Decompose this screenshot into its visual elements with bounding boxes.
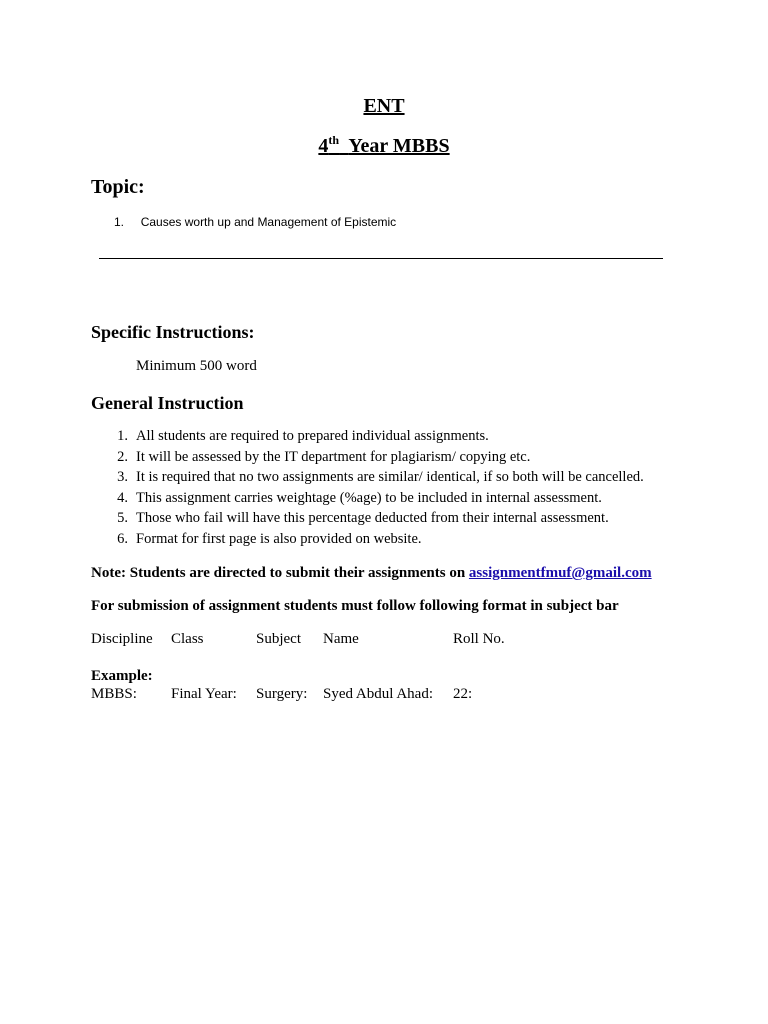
topic-item bbox=[114, 214, 396, 230]
example-class: Final Year: bbox=[171, 686, 237, 702]
document-subject-title bbox=[0, 94, 768, 118]
specific-instructions-text: Minimum 500 word bbox=[136, 358, 257, 374]
email-link[interactable]: assignmentfmuf@gmail.com bbox=[468, 565, 652, 581]
year-number: 4 bbox=[318, 135, 329, 157]
list-item-text: All students are required to prepared individual assignments. bbox=[136, 428, 489, 444]
subject-text: ENT bbox=[363, 95, 405, 117]
list-item-text: This assignment carries weightage (%age) to be included in internal assessment. bbox=[136, 489, 602, 506]
list-item-number: 4. bbox=[117, 489, 128, 506]
list-item-number: 6. bbox=[117, 530, 128, 547]
example-name: Syed Abdul Ahad: bbox=[323, 686, 434, 702]
example-row bbox=[0, 685, 768, 705]
specific-instructions-heading: Specific Instructions: bbox=[91, 322, 255, 342]
topic-item-number: 1. bbox=[114, 215, 125, 229]
list-item-number: 3. bbox=[117, 469, 128, 485]
year-suffix: th bbox=[328, 133, 340, 147]
format-column-name: Name bbox=[323, 631, 359, 647]
list-item-number: 2. bbox=[117, 448, 128, 465]
divider-line bbox=[99, 258, 663, 259]
format-header-row bbox=[0, 630, 768, 650]
format-column-roll-no: Roll No. bbox=[453, 631, 505, 647]
list-item-text: Those who fail will have this percentage deducted from their internal assessment. bbox=[136, 510, 609, 526]
list-item-text: Format for first page is also provided on website. bbox=[136, 530, 422, 547]
general-instruction-heading: General Instruction bbox=[91, 393, 244, 413]
example-label: Example: bbox=[91, 668, 153, 684]
format-column-subject: Subject bbox=[256, 631, 301, 647]
year-rest: Year MBBS bbox=[348, 135, 450, 157]
general-instruction-list bbox=[104, 427, 724, 552]
format-column-discipline: Discipline bbox=[91, 631, 153, 647]
list-item-number: 1. bbox=[117, 428, 128, 444]
list-item-text: It is required that no two assignments are similar/ identical, if so both will be cancelled. bbox=[136, 469, 644, 485]
example-roll-no: 22: bbox=[453, 686, 473, 702]
example-discipline: MBBS: bbox=[91, 686, 137, 702]
topic-heading: Topic: bbox=[91, 176, 145, 198]
list-item-number: 5. bbox=[117, 510, 128, 526]
format-column-class: Class bbox=[171, 631, 204, 647]
document-year-title bbox=[0, 134, 768, 158]
topic-item-text: Causes worth up and Management of Epistemic bbox=[140, 215, 397, 229]
example-subject: Surgery: bbox=[256, 686, 308, 702]
list-item-text: It will be assessed by the IT department for plagiarism/ copying etc. bbox=[136, 448, 531, 465]
note-text: Note: Students are directed to submit their assignments on bbox=[91, 565, 469, 581]
submission-format-text: For submission of assignment students must follow following format in subject bar bbox=[91, 598, 619, 614]
submission-note bbox=[91, 564, 652, 582]
